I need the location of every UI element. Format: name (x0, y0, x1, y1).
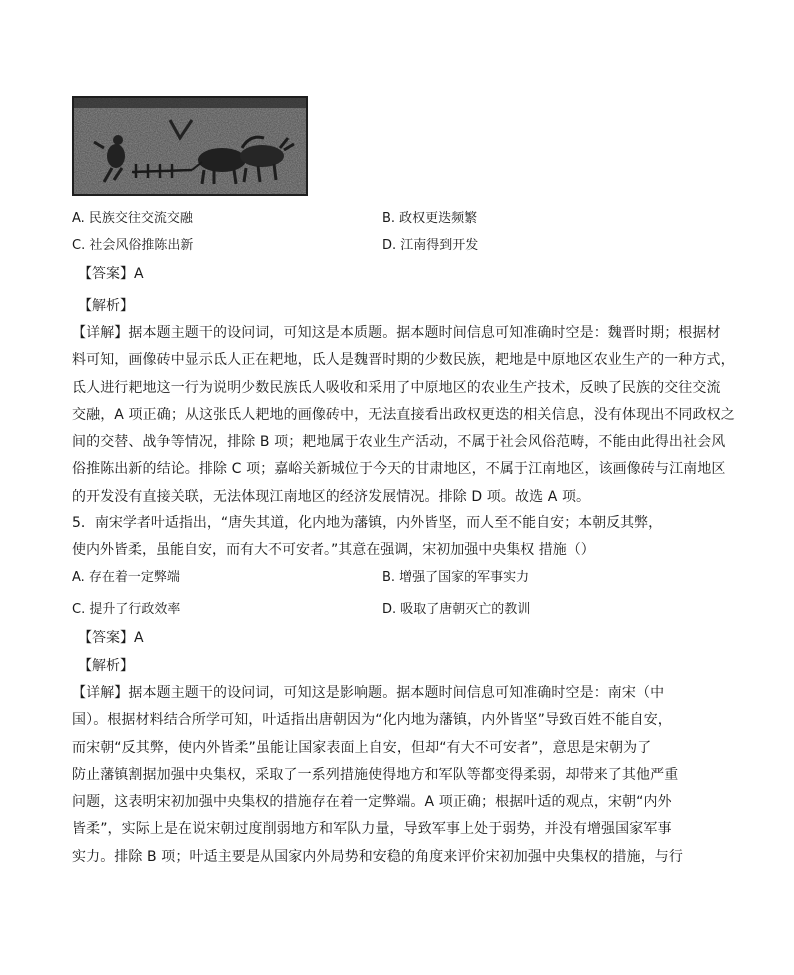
q5-stem-line: 使内外皆柔，虽能自安，而有大不可安者。”其意在强调，宋初加强中央集权 措施（） (72, 542, 595, 558)
farming-scene-picture (74, 98, 308, 196)
q5-option-c: C. 提升了行政效率 (72, 602, 181, 617)
q5-option-a: A. 存在着一定弊端 (72, 570, 180, 585)
q5-analysis-label: 【解析】 (78, 658, 134, 674)
q4-detail-line: 间的交替、战争等情况，排除 B 项；耙地属于农业生产活动，不属于社会风俗范畴，不能由此得出社会风 (72, 434, 726, 451)
q4-detail-line: 氐人进行耙地这一行为说明少数民族氐人吸收和采用了中原地区的农业生产技术，反映了民族的交往交流 (72, 379, 721, 396)
q4-detail-line: 俗推陈出新的结论。排除 C 项；嘉峪关新城位于今天的甘肃地区，不属于江南地区，该画像砖与江南地区 (72, 461, 726, 478)
q4-analysis-label: 【解析】 (78, 298, 134, 314)
q4-option-b: B. 政权更迭频繁 (382, 211, 478, 226)
q5-detail-line: 实力。排除 B 项；叶适主要是从国家内外局势和安稳的角度来评价宋初加强中央集权的措施，与行 (72, 848, 684, 865)
q5-stem-line: 5．南宋学者叶适指出，“唐失其道，化内地为藩镇，内外皆坚，而人至不能自安；本朝反其弊， (72, 515, 663, 531)
q4-detail-line: 交融，A 项正确；从这张氐人耙地的画像砖中，无法直接看出政权更迭的相关信息，没有体现出不同政权之 (72, 406, 735, 423)
q5-option-d: D. 吸取了唐朝灭亡的教训 (382, 602, 531, 617)
q4-option-d: D. 江南得到开发 (382, 238, 479, 253)
q5-stem (72, 510, 662, 564)
q5-detail (72, 680, 684, 871)
q5-option-b: B. 增强了国家的军事实力 (382, 570, 530, 585)
q5-detail-line: 防止藩镇割据加强中央集权，采取了一系列措施使得地方和军队等都变得柔弱，却带来了其他严重 (72, 766, 679, 783)
q5-answer: 【答案】A (78, 630, 144, 646)
q4-answer: 【答案】A (78, 266, 144, 282)
q5-detail-line: 而宋朝“反其弊，使内外皆柔”虽能让国家表面上自安，但却“有大不可安者”，意思是宋朝为了 (72, 739, 652, 756)
q5-detail-line: 问题，这表明宋初加强中央集权的措施存在着一定弊端。A 项正确；根据叶适的观点，宋朝“内外 (72, 794, 672, 811)
q4-option-a: A. 民族交往交流交融 (72, 211, 193, 226)
q5-detail-line: 【详解】据本题主题干的设问词，可知这是影响题。据本题时间信息可知准确时空是：南宋（中 (72, 685, 665, 701)
q5-detail-line: 皆柔”，实际上是在说宋朝过度削弱地方和军队力量，导致军事上处于弱势，并没有增强国家军事 (72, 821, 672, 838)
rubbing-image (72, 96, 308, 196)
q4-detail-line: 料可知，画像砖中显示氐人正在耙地，氐人是魏晋时期的少数民族，耙地是中原地区农业生产的一种方式， (72, 352, 735, 369)
q5-detail-line: 国）。根据材料结合所学可知，叶适指出唐朝因为“化内地为藩镇，内外皆坚”导致百姓不能自安， (72, 712, 672, 729)
q4-detail-line: 的开发没有直接关联，无法体现江南地区的经济发展情况。排除 D 项。故选 A 项。 (72, 488, 591, 505)
q4-option-c: C. 社会风俗推陈出新 (72, 238, 194, 253)
q4-detail-line: 【详解】据本题主题干的设问词，可知这是本质题。据本题时间信息可知准确时空是：魏晋时期；根据材 (72, 325, 721, 341)
q4-detail (72, 320, 735, 511)
